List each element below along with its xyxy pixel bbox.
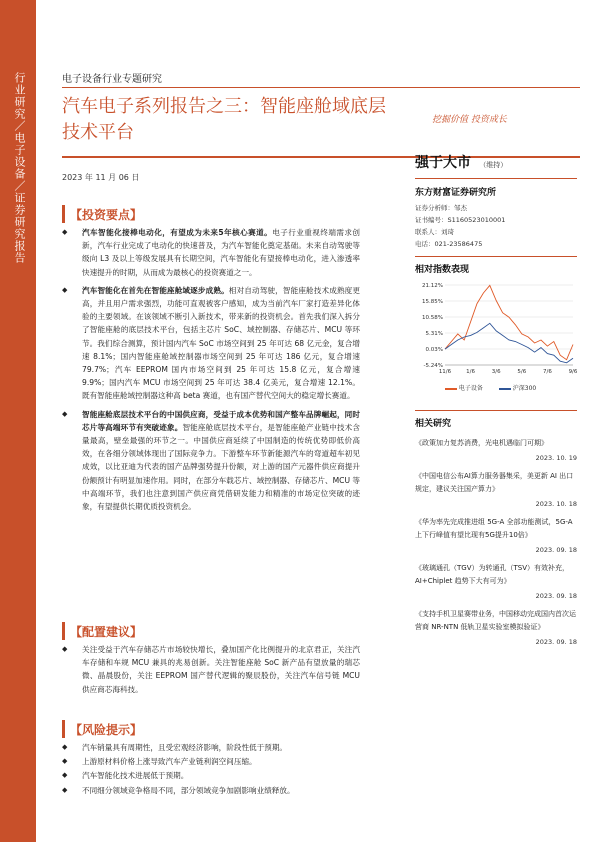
section-invest-header: [62, 205, 355, 223]
risk-bullet: [62, 741, 360, 754]
legend-label-0: 电子设备: [458, 385, 483, 392]
bullet-text: 电子行业重视终端需求创新，汽车行业完成了电动化的快速普及，为汽车智能化奠定基础。未来自动驾驶等级向 L3 及以上等级发展具有长期空间，汽车智能化有望接棒电动化，进入渗透率快速提升的时期，从而成为最核心的投资赛道之一。: [82, 228, 361, 277]
related-item[interactable]: 《支持手机卫星赛带业务，中国移动完成国内首次运营商 NR-NTN 低轨卫星实验室模拟验证》: [415, 610, 576, 631]
related-list: [415, 437, 577, 646]
report-title: 汽车电子系列报告之三：智能座舱域底层技术平台: [62, 96, 386, 143]
contact-row: [415, 226, 577, 238]
bullet-text: 不同细分领域竞争格局不同，部分领域竞争加剧影响业绩释放。: [82, 785, 295, 795]
relative-index-chart: [415, 279, 577, 379]
section-risk-header: [62, 720, 355, 738]
risk-bullet: [62, 755, 360, 768]
bullet-text: 汽车智能化技术进展低于预期。: [82, 771, 189, 781]
risk-bullet: [62, 784, 360, 797]
slogan: 挖掘价值 投资成长: [432, 115, 507, 125]
rating-divider: [415, 178, 577, 179]
related-item[interactable]: 《政策加力复苏消费，光电机遇临门可期》: [415, 439, 548, 447]
x-tick-label: 7/6: [542, 369, 552, 375]
y-tick-label: -5.24%: [423, 363, 443, 369]
report-date: 2023 年 11 月 06 日: [62, 173, 140, 182]
x-tick-label: 5/6: [517, 369, 527, 375]
section-risk-title: 【风险提示】: [70, 723, 143, 737]
bullet-text: 相对自动驾驶，智能座舱技术成熟度更高，并且用户需求强烈，功能可直观被客户感知，成为当前汽车厂家打造差异化体验的主要领域。在该领域不断引入新技术，带来新的投资机会。首先我们深入拆分了智能座舱的底层技术平台，包括主芯片 SoC、域控制器、存储芯片、MCU 等环节。我们综合测算，预计国内汽车 SoC 市场空间到 25 年可达 68 亿元金，复合增速 8.1%；国内智能座舱域控制器市场空间到 25 年可达 186 亿元，复合增速 79.7%；汽车 EEPROM 国内市场空间到 25 年可达 15.8 亿元，复合增速 9.9%；国内汽车 MCU 市场空间到 25 年可达 38.4 亿美元，复合增速 12.1%。既有智能座舱域控制器这种高 beta 赛道，也有国产替代空间大的稳定增长赛道。: [82, 285, 361, 401]
org-name: 东方财富证券研究所: [415, 188, 497, 198]
phone-number: 021-23586475: [434, 240, 483, 248]
related-date: 2023. 10. 19: [535, 454, 577, 462]
legend-swatch-0: [445, 388, 457, 390]
config-bullets: [62, 643, 360, 701]
contact-name: 刘琦: [441, 228, 454, 236]
related-item[interactable]: 《玻璃通孔（TGV）为转通孔（TSV）有效补充，AI+Chiplet 趋势下大有可为》: [415, 564, 569, 585]
related-title: 相关研究: [415, 419, 452, 429]
section-config-title: 【配置建议】: [70, 625, 143, 639]
y-tick-label: 0.03%: [425, 347, 443, 353]
risk-bullets: [62, 741, 360, 798]
phone-label: 电话：: [415, 240, 435, 248]
related-divider: [415, 410, 577, 411]
y-tick-label: 15.85%: [422, 299, 443, 305]
section-invest-title: 【投资要点】: [70, 208, 143, 222]
y-tick-label: 5.31%: [425, 331, 443, 337]
contact-label: 联系人：: [415, 228, 441, 236]
related-date: 2023. 09. 18: [535, 638, 577, 646]
x-tick-label: 3/6: [491, 369, 501, 375]
config-bullet: [62, 643, 360, 696]
report-category: 电子设备行业专题研究: [62, 74, 162, 85]
x-tick-label: 1/6: [466, 369, 476, 375]
analyst-label: 证券分析师：: [415, 204, 454, 212]
cert-label: 证书编号：: [415, 216, 448, 224]
bullet-lead: 汽车智能化在首先在智能座舱域逐步成熟。: [82, 285, 229, 295]
risk-bullet: [62, 769, 360, 782]
related-date: 2023. 09. 18: [535, 592, 577, 600]
related-date: 2023. 10. 18: [535, 500, 577, 508]
analyst-name: 邹杰: [454, 204, 467, 212]
bullet-text: 智能座舱底层技术平台，是智能座舱产业链中技术含量最高，壁垒最强的环节之一。中国供应商延续了中国制造的传统优势即低价高效，在各细分领域体现出了国际竞争力。下游整车环节新能源汽车的弯道超车初见成效，以比亚迪为代表的国产品牌强势提升份额，对上游的国产元器件供应商提升份额预计有明显加速作用。同时，在部分车载芯片、域控制器、存储芯片、MCU 等中高端环节，我们也注意到国产供应商凭借研发能力和精准的市场定位突破的迹象，有望提供长期优质投资机会。: [82, 422, 361, 512]
bullet-text: 关注受益于汽车存储芯片市场较快增长，叠加国产化比例提升的北京君正，关注汽车存储和车规 MCU 兼具的兆易创新。关注智能座舱 SoC 新产品有望放量的瑞芯微、晶晨股份，关注 EEPROM 国产替代逻辑的聚辰股份，关注汽车信号链 MCU 供应商芯海科技。: [82, 645, 360, 694]
rating-sub: （维持）: [479, 161, 508, 169]
invest-bullet: [62, 284, 360, 403]
chart-divider: [415, 256, 577, 257]
y-tick-label: 21.12%: [422, 283, 443, 289]
related-date: 2023. 09. 18: [535, 546, 577, 554]
bullet-text: 上游原材料价格上涨导致汽车产业链利润空间压缩。: [82, 757, 257, 767]
bullet-lead: 汽车智能化接棒电动化，有望成为未来5年核心赛道。: [82, 228, 273, 237]
cert-number: S1160523010001: [447, 216, 506, 224]
sidebar-band: [0, 0, 36, 842]
series-line-0: [445, 285, 573, 359]
legend-swatch-1: [499, 388, 511, 390]
rating-label: 强于大市: [415, 155, 471, 171]
series-line-1: [445, 323, 573, 363]
invest-bullet: [62, 226, 360, 279]
rating: [415, 152, 577, 172]
section-config-header: [62, 622, 355, 640]
x-tick-label: 11/6: [438, 369, 452, 375]
header-divider: [62, 87, 580, 88]
cert-row: [415, 214, 577, 226]
invest-bullet: [62, 408, 360, 514]
bullet-lead: 智能座舱底层技术平台的中国供应商，受益于成本优势和国产整车品牌崛起，同时芯片等高端环节有突破迹象。: [82, 409, 360, 432]
phone-row: [415, 238, 577, 250]
chart-legend: [415, 383, 577, 392]
bullet-text: 汽车销量具有周期性，且受宏观经济影响，阶段性低于预期。: [82, 743, 288, 752]
related-item[interactable]: 《华为率先完成推进组 5G-A 全部功能测试，5G-A上下行峰值有望比现有5G提升10倍》: [415, 518, 573, 539]
right-column: [415, 152, 577, 646]
legend-label-1: 沪深300: [512, 385, 537, 392]
chart-title: 相对指数表现: [415, 265, 470, 275]
analyst-row: [415, 202, 577, 214]
sidebar-category-text: 行业研究／电子设备／证券研究报告: [13, 72, 26, 264]
x-tick-label: 9/6: [568, 369, 577, 375]
related-item[interactable]: 《中国电信公布AI算力服务器集采，美更新 AI 出口规定，建议关注国产算力》: [415, 472, 574, 493]
invest-bullets: [62, 226, 360, 518]
y-tick-label: 10.58%: [422, 315, 443, 321]
